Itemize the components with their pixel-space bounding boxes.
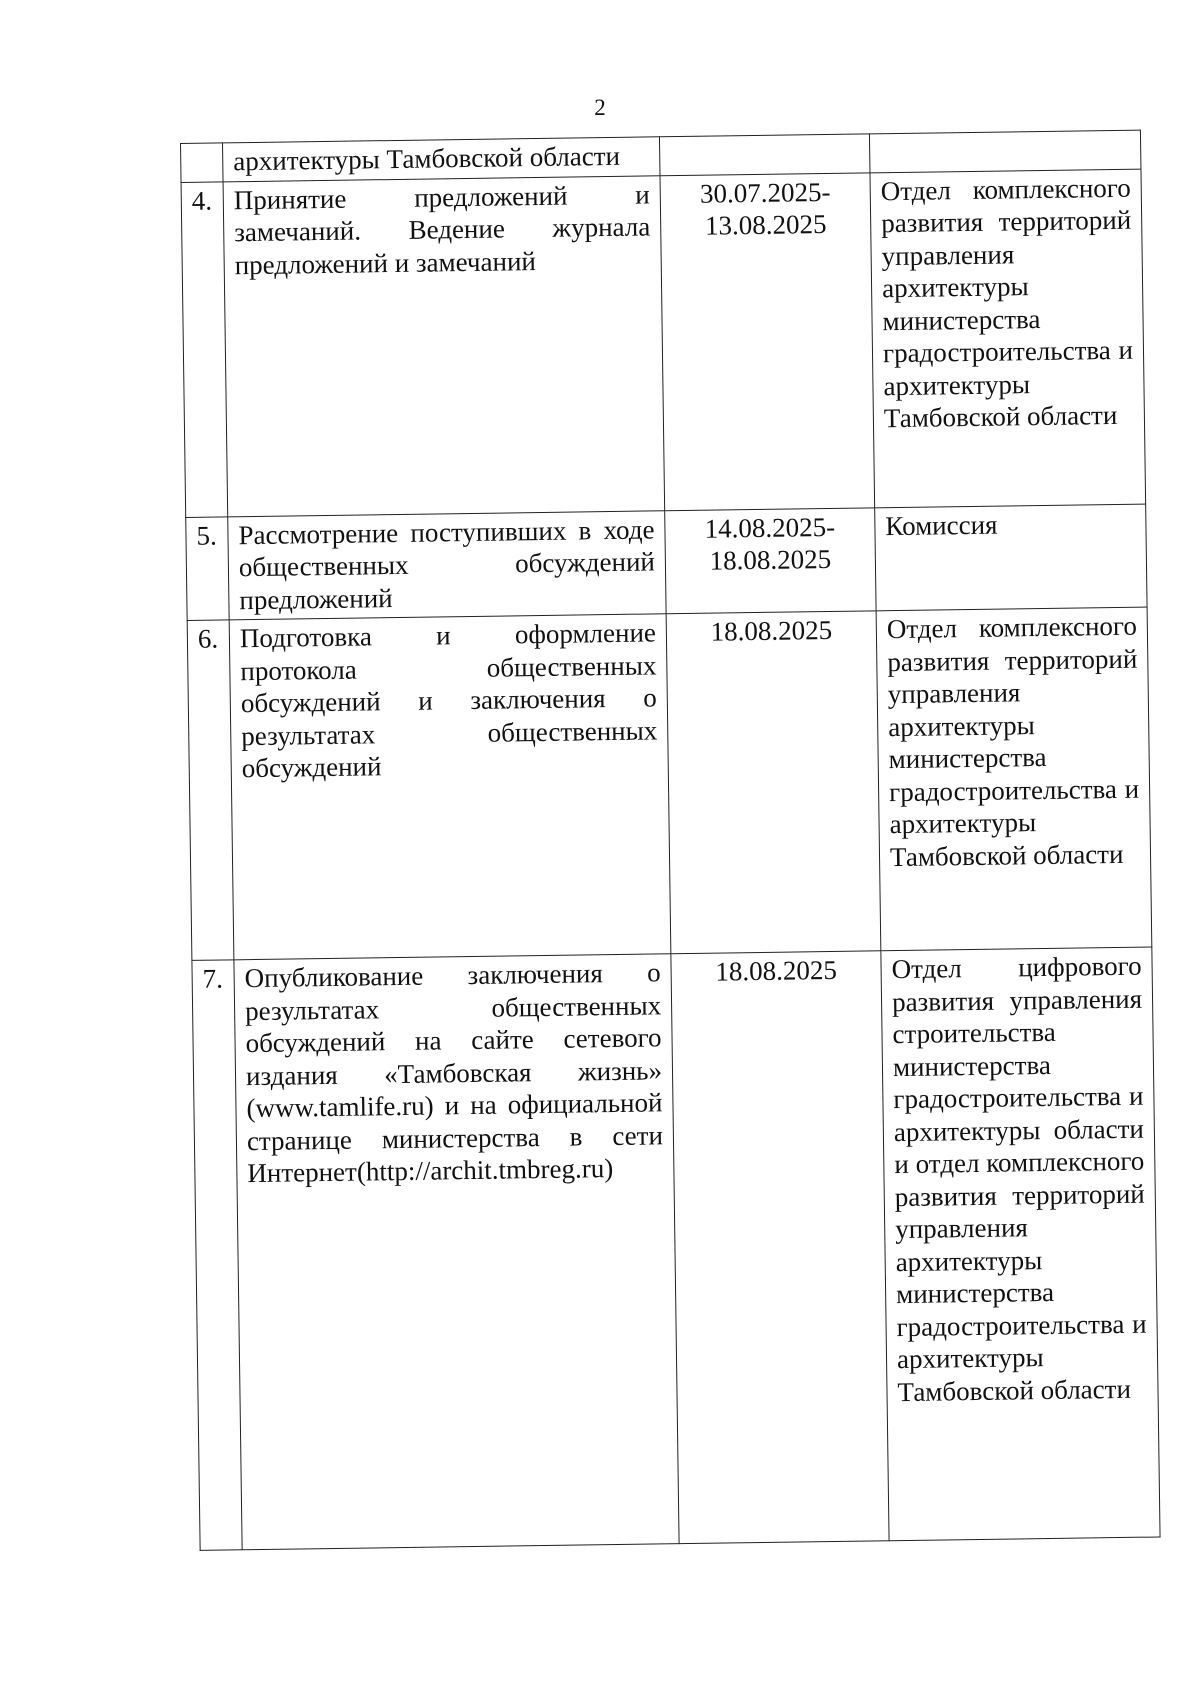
events-table bbox=[180, 130, 1161, 1551]
event-date: 18.08.2025 bbox=[666, 611, 881, 954]
event-date: 30.07.2025-13.08.2025 bbox=[660, 172, 875, 510]
event-name: архитектуры Тамбовской области bbox=[223, 137, 660, 182]
page-number: 2 bbox=[594, 95, 606, 120]
event-name: Опубликование заключения о результатах общественных обсуждений на сайте сетевого издания «Тамбовская жизнь» (www.tamlife.ru) и на официальной странице министерства в сети Интернет(http://archit.tmbreg.ru) bbox=[234, 954, 679, 1550]
table-row bbox=[186, 504, 1147, 621]
event-responsible bbox=[869, 130, 1141, 172]
event-responsible: Комиссия bbox=[875, 504, 1147, 611]
row-number: 4. bbox=[181, 181, 228, 517]
event-date: 14.08.2025-18.08.2025 bbox=[665, 507, 876, 613]
row-number: 6. bbox=[187, 620, 234, 961]
event-responsible: Отдел цифрового развития управления строительства министерства градостроительства и архитектуры области и отдел комплексного развития территорий управления архитектуры министерства градостроительства и архитектуры Тамбовской области bbox=[881, 947, 1160, 1541]
event-name: Принятие предложений и замечаний. Ведение журнала предложений и замечаний bbox=[223, 175, 665, 516]
row-number: 5. bbox=[186, 516, 229, 620]
event-date: 18.08.2025 bbox=[671, 951, 889, 1544]
table-row bbox=[192, 947, 1160, 1550]
event-responsible: Отдел комплексного развития территорий управления архитектуры министерства градостроительства и архитектуры Тамбовской области bbox=[876, 607, 1152, 951]
table-row bbox=[187, 607, 1152, 960]
table-row bbox=[181, 169, 1146, 517]
event-name: Подготовка и оформление протокола общественных обсуждений и заключения о результатах общественных обсуждений bbox=[229, 614, 671, 960]
row-number: 7. bbox=[192, 960, 242, 1551]
row-number bbox=[181, 143, 224, 182]
event-date bbox=[659, 134, 870, 175]
event-responsible: Отдел комплексного развития территорий управления архитектуры министерства градостроительства и архитектуры Тамбовской области bbox=[870, 169, 1146, 508]
event-name: Рассмотрение поступивших в ходе общественных обсуждений предложений bbox=[228, 510, 666, 620]
